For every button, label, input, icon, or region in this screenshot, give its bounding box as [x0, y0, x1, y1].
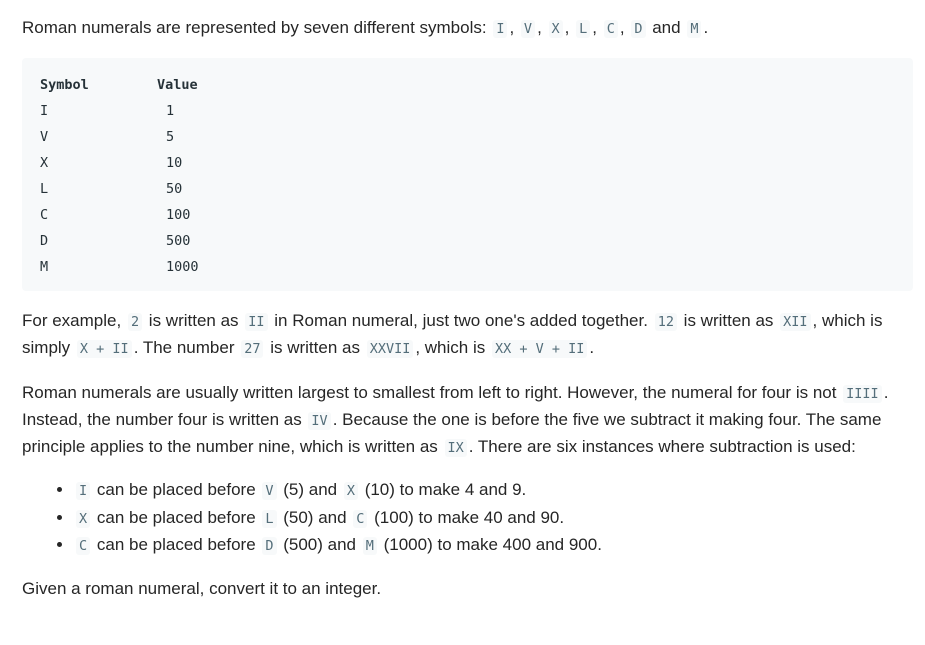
value-column: [157, 72, 199, 280]
rule-text: (5) and: [278, 480, 342, 499]
inline-code: X + II: [77, 340, 132, 358]
ordering-text: . There are six instances where subtraction is used:: [468, 437, 856, 456]
rule-text: can be placed before: [92, 480, 261, 499]
subtraction-rules-list: [22, 477, 914, 560]
symbol-header: Symbol: [40, 77, 89, 93]
inline-code: 27: [241, 340, 263, 358]
rule-text: (10) to make 4 and 9.: [359, 480, 527, 499]
separator: ,: [619, 18, 625, 37]
inline-code: M: [687, 20, 701, 38]
value-cell: 10: [166, 155, 183, 171]
intro-text: .: [703, 18, 709, 37]
symbol-value-table: [22, 58, 913, 291]
ordering-text: . Because the one is before the five we subtract it making four. The same principle applies to the number nine, which is written as: [22, 410, 882, 456]
inline-code: X: [549, 20, 563, 38]
value-cell: 5: [166, 129, 175, 145]
value-cell: 500: [166, 233, 191, 249]
value-header: Value: [157, 77, 198, 93]
separator: ,: [592, 18, 598, 37]
rule-text: (100) to make 40 and 90.: [369, 507, 565, 527]
rule-text: (500) and: [278, 535, 361, 554]
inline-code: V: [521, 20, 535, 38]
inline-code: C: [604, 20, 618, 38]
rule-text: can be placed before: [92, 535, 261, 554]
separator: ,: [509, 18, 515, 37]
value-cell: 100: [166, 207, 191, 223]
rule-text: (50) and: [278, 507, 352, 527]
inline-code: X: [344, 482, 358, 500]
rule-text: can be placed before: [92, 507, 261, 527]
inline-code: C: [353, 510, 367, 528]
symbol-cell: M: [40, 259, 49, 275]
value-cell: 1000: [166, 259, 199, 275]
symbol-cell: I: [40, 103, 49, 119]
problem-description: [22, 14, 914, 602]
example-text: .: [589, 338, 595, 357]
inline-code: D: [631, 20, 645, 38]
intro-text: and: [647, 18, 686, 37]
example-text: is written as: [144, 311, 244, 330]
inline-code: IV: [308, 412, 330, 430]
inline-code: M: [363, 537, 377, 555]
example-text: , which is: [415, 338, 490, 357]
inline-code: 12: [655, 313, 677, 331]
inline-code: XX + V + II: [492, 340, 587, 358]
symbol-cell: V: [40, 129, 49, 145]
symbol-cell: L: [40, 181, 49, 197]
list-item: [74, 505, 914, 533]
inline-code: X: [76, 510, 90, 528]
example-text: . The number: [133, 338, 240, 357]
symbol-cell: C: [40, 207, 49, 223]
inline-code: XII: [780, 313, 810, 331]
inline-code: V: [262, 482, 276, 500]
inline-code: C: [76, 537, 90, 555]
inline-code: II: [245, 313, 267, 331]
symbol-column: [40, 72, 89, 280]
value-cell: 1: [166, 103, 175, 119]
example-text: is written as: [265, 338, 365, 357]
separator: ,: [537, 18, 542, 37]
ordering-paragraph: [22, 380, 914, 461]
inline-code: I: [76, 482, 90, 500]
example-text: , which is simply: [22, 311, 883, 357]
example-text: For example,: [22, 311, 126, 330]
task-statement: Given a roman numeral, convert it to an integer.: [22, 578, 382, 598]
inline-code: 2: [128, 313, 142, 331]
inline-code: XXVII: [367, 340, 414, 358]
ordering-text: . Instead, the number four is written as: [22, 383, 889, 429]
intro-paragraph: [22, 15, 914, 42]
list-item: [74, 477, 914, 505]
separator: ,: [564, 18, 570, 37]
example-paragraph: [22, 308, 914, 362]
symbol-cell: X: [40, 155, 49, 171]
inline-code: L: [262, 510, 276, 528]
inline-code: D: [262, 537, 276, 555]
value-cell: 50: [166, 181, 183, 197]
intro-text: Roman numerals are represented by seven different symbols:: [22, 18, 492, 37]
inline-code: IX: [445, 439, 467, 457]
example-text: is written as: [678, 311, 779, 330]
inline-code: L: [576, 20, 590, 38]
list-item: [74, 532, 914, 560]
inline-code: I: [493, 20, 507, 38]
rule-text: (1000) to make 400 and 900.: [378, 535, 602, 554]
ordering-text: Roman numerals are usually written largest to smallest from left to right. However, the numeral for four is not: [22, 383, 842, 402]
symbol-cell: D: [40, 233, 49, 249]
inline-code: IIII: [843, 385, 882, 403]
example-text: in Roman numeral, just two one's added together.: [269, 311, 653, 330]
